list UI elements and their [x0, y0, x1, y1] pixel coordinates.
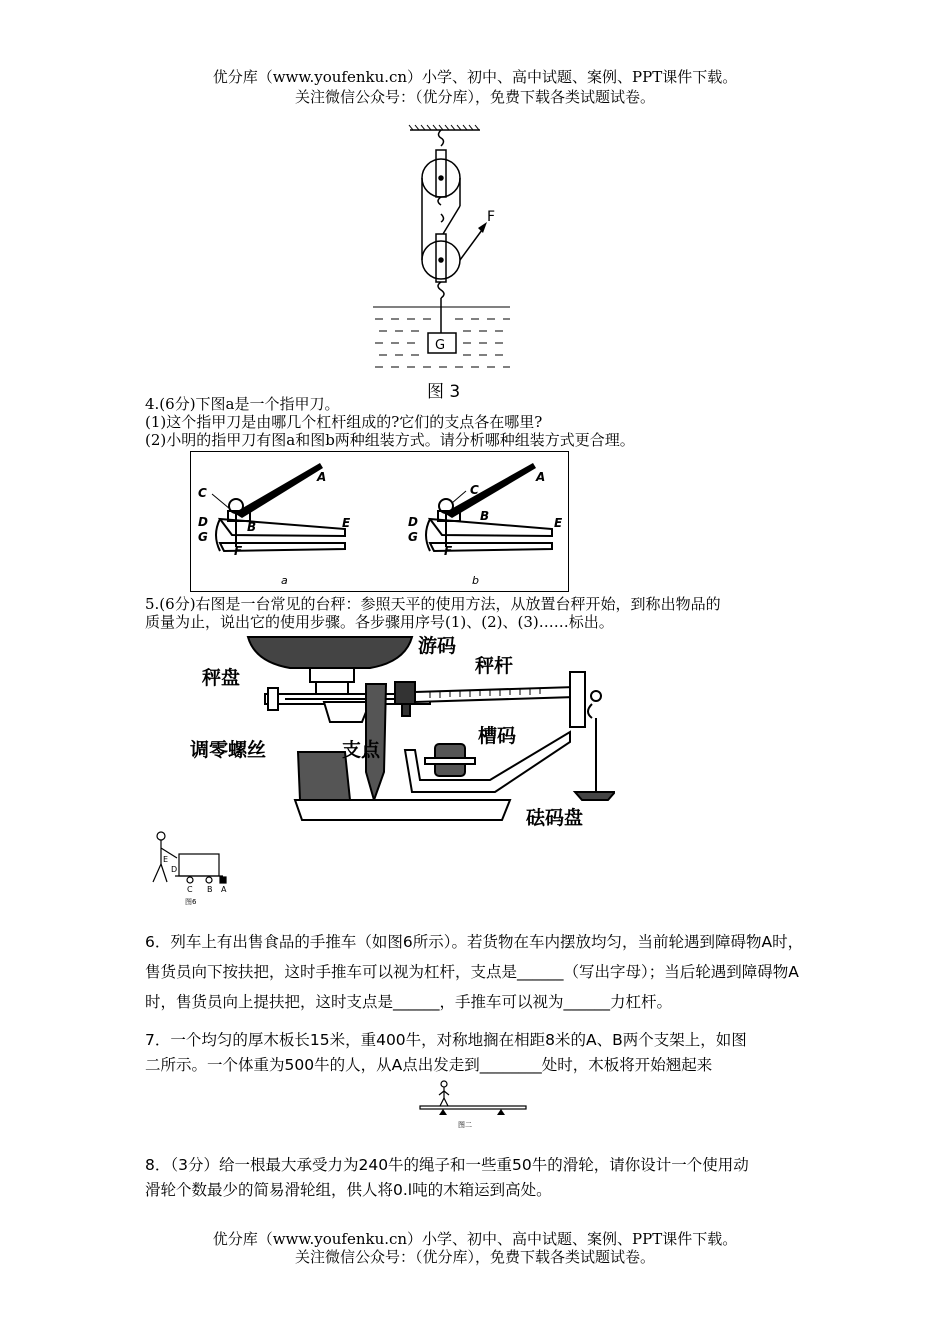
- label-e-a: E: [342, 516, 351, 530]
- sub-label-b: b: [472, 574, 479, 587]
- label-rider: 游码: [418, 635, 457, 657]
- q7-line-1: 7．一个均匀的厚木板长15米，重400牛，对称地搁在相距8米的A、B两个支架上，如图: [145, 1031, 747, 1049]
- fig2-caption: 图二: [458, 1121, 472, 1129]
- label-a-a: A: [317, 470, 327, 484]
- label-g-a: G: [198, 530, 208, 544]
- weight-label-g: G: [435, 338, 446, 353]
- fig6-label-c: C: [187, 885, 193, 894]
- label-f-a: F: [234, 544, 243, 558]
- label-slot-weight: 槽码: [478, 725, 517, 747]
- figure-3-pulley-system: [365, 122, 525, 404]
- q8-line-1: 8．（3分）给一根最大承受力为240牛的绳子和一些重50牛的滑轮，请你设计一个使用动: [145, 1156, 749, 1174]
- label-b-b: B: [480, 509, 490, 523]
- label-d-a: D: [198, 515, 208, 529]
- q6-paragraph: 6．列车上有出售食品的手推车（如图6所示）。若货物在车内摆放均匀，当前轮遇到障碍物A时，售货员向下按扶把，这时手推车可以视为杠杆，支点是______（写出字母）；当后轮遇到障碍物A时，售货员向上提扶把，这时支点是______，手推车可以视为______力杠杆。: [145, 933, 804, 1011]
- label-d-b: D: [408, 515, 418, 529]
- footer-line-2: 关注微信公众号：（优分库），免费下载各类试题试卷。: [294, 1248, 655, 1266]
- q4-line-3: (2)小明的指甲刀有图a和图b两种组装方式。请分析哪种组装方式更合理。: [145, 431, 635, 449]
- q5-line-1: 5.(6分)右图是一台常见的台秤：参照天平的使用方法，从放置台秤开始，到称出物品的: [145, 595, 721, 613]
- header-line-2: 关注微信公众号：（优分库），免费下载各类试题试卷。: [294, 88, 655, 106]
- fig6-caption: 图6: [185, 898, 197, 906]
- fig6-label-b: B: [207, 885, 213, 894]
- q7-line-2: 二所示。一个体重为500牛的人，从A点出发走到________处时，木板将开始翘起来: [145, 1056, 713, 1074]
- figure-2-plank: [418, 1078, 530, 1130]
- fig6-label-e: E: [163, 855, 169, 864]
- nail-clipper-b: [408, 463, 563, 587]
- label-e-b: E: [554, 516, 563, 530]
- figure-3-caption: 图 3: [427, 382, 461, 402]
- platform-scale-figure: [190, 632, 615, 832]
- force-label-f: F: [487, 209, 496, 225]
- label-f-b: F: [444, 544, 453, 558]
- footer-line-1: 优分库（www.youfenku.cn）小学、初中、高中试题、案例、PPT课件下载。: [212, 1230, 738, 1248]
- q5-line-2: 质量为止，说出它的使用步骤。各步骤用序号(1)、(2)、(3)……标出。: [145, 613, 614, 631]
- nail-clipper-figure: [190, 451, 570, 592]
- figure-6-handcart: [145, 826, 240, 908]
- label-zero-screw: 调零螺丝: [190, 739, 267, 761]
- fig6-label-d: D: [171, 865, 178, 874]
- q8-line-2: 滑轮个数最少的简易滑轮组，供人将0.l吨的木箱运到高处。: [145, 1181, 552, 1199]
- sub-label-a: a: [281, 574, 288, 587]
- label-g-b: G: [408, 530, 418, 544]
- label-weight-pan: 砝码盘: [526, 807, 584, 829]
- label-fulcrum: 支点: [342, 739, 381, 761]
- fig6-label-a: A: [221, 885, 227, 894]
- label-b-a: B: [247, 520, 257, 534]
- q4-line-1: 4.(6分)下图a是一个指甲刀。: [145, 395, 340, 413]
- label-c-b: C: [470, 483, 479, 497]
- label-a-b: A: [536, 470, 546, 484]
- label-scale-pan: 秤盘: [202, 667, 241, 689]
- header-line-1: 优分库（www.youfenku.cn）小学、初中、高中试题、案例、PPT课件下载。: [212, 68, 738, 86]
- q4-line-2: (1)这个指甲刀是由哪几个杠杆组成的?它们的支点各在哪里?: [145, 413, 543, 431]
- nail-clipper-a: [198, 463, 351, 587]
- label-c-a: C: [198, 486, 207, 500]
- label-scale-beam: 秤杆: [475, 655, 514, 677]
